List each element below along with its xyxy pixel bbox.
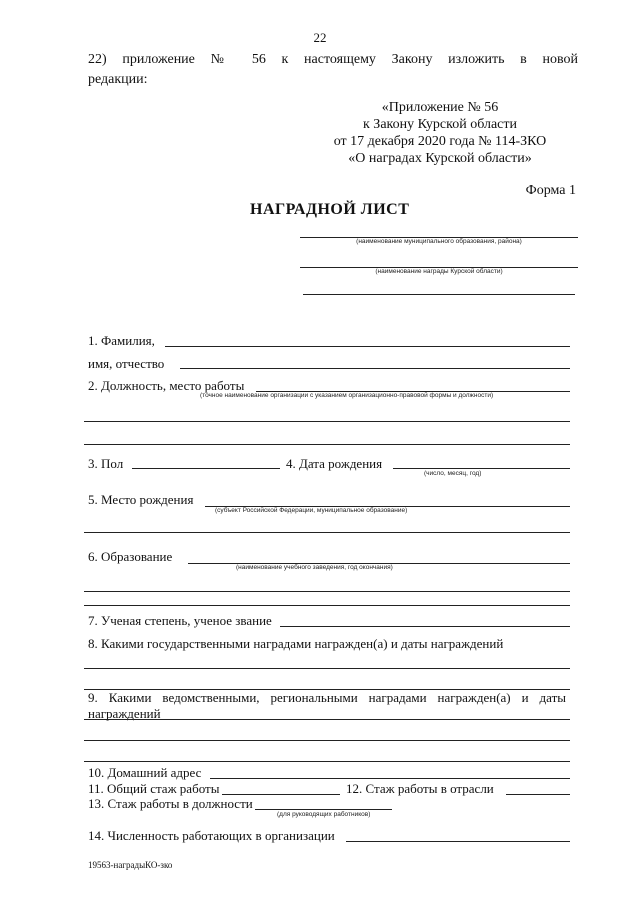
position-label: 2. Должность, место работы	[88, 378, 245, 393]
total-experience-blank-line	[222, 794, 340, 795]
dept-awards-label-line-2: награждений	[88, 706, 161, 721]
birth-date-label: 4. Дата рождения	[286, 456, 383, 471]
page-number: 22	[313, 30, 327, 45]
appendix-line-2: к Закону Курской области	[363, 117, 517, 132]
dept-awards-line-2	[84, 740, 570, 741]
position-extra-line-2	[84, 444, 570, 445]
award-caption: (наименование награды Курской области)	[375, 268, 503, 275]
state-awards-line-1	[84, 668, 570, 669]
industry-experience-label: 12. Стаж работы в отрасли	[346, 781, 494, 796]
birth-place-extra-line	[84, 532, 570, 533]
dept-awards-line-1	[84, 719, 570, 720]
appendix-line-1: «Приложение № 56	[381, 100, 499, 115]
footer-document-code: 19563-наградыКО-зко	[88, 860, 173, 870]
birth-date-caption: (число, месяц, год)	[424, 470, 482, 477]
name-patronymic-label: имя, отчество	[88, 356, 165, 371]
dept-awards-label-line-1: 9. Какими ведомственными, региональными наградами награжден(а) и даты	[88, 690, 566, 705]
education-extra-line-2	[84, 605, 570, 606]
education-extra-line-1	[84, 591, 570, 592]
surname-label: 1. Фамилия,	[88, 333, 155, 348]
intro-line-1: 22) приложение № 56 к настоящему Закону изложить в новой	[88, 52, 578, 67]
position-experience-caption: (для руководящих работников)	[277, 811, 371, 818]
dept-awards-line-3	[84, 761, 570, 762]
total-experience-label: 11. Общий стаж работы	[88, 781, 220, 796]
education-label: 6. Образование	[88, 549, 173, 564]
position-extra-line-1	[84, 421, 570, 422]
position-experience-blank-line	[255, 809, 392, 810]
industry-experience-blank-line	[506, 794, 570, 795]
employees-count-label: 14. Численность работающих в организации	[88, 828, 335, 843]
birth-place-label: 5. Место рождения	[88, 492, 194, 507]
form-label: Форма 1	[525, 183, 576, 198]
degree-label: 7. Ученая степень, ученое звание	[88, 613, 272, 628]
home-address-label: 10. Домашний адрес	[88, 765, 202, 780]
sex-label: 3. Пол	[88, 456, 124, 471]
surname-blank-line	[165, 346, 570, 347]
appendix-line-4: «О наградах Курской области»	[348, 151, 532, 166]
state-awards-label: 8. Какими государственными наградами награжден(а) и даты награждений	[88, 636, 504, 651]
education-caption: (наименование учебного заведения, год окончания)	[236, 564, 393, 571]
birth-date-blank-line	[393, 468, 570, 469]
intro-line-2: редакции:	[88, 72, 148, 87]
position-experience-label: 13. Стаж работы в должности	[88, 796, 253, 811]
document-title: НАГРАДНОЙ ЛИСТ	[250, 201, 410, 218]
home-address-blank-line	[210, 778, 570, 779]
municipality-caption: (наименование муниципального образования, района)	[356, 238, 522, 245]
employees-count-blank-line	[346, 841, 570, 842]
header-extra-blank-line	[303, 294, 575, 295]
position-caption: (точное наименование организации с указанием организационно-правовой формы и должности)	[200, 392, 494, 399]
name-patronymic-blank-line	[180, 368, 570, 369]
birth-place-caption: (субъект Российской Федерации, муниципальное образование)	[215, 507, 408, 514]
appendix-line-3: от 17 декабря 2020 года № 114-ЗКО	[333, 134, 547, 149]
sex-blank-line	[132, 468, 280, 469]
degree-blank-line	[280, 626, 570, 627]
